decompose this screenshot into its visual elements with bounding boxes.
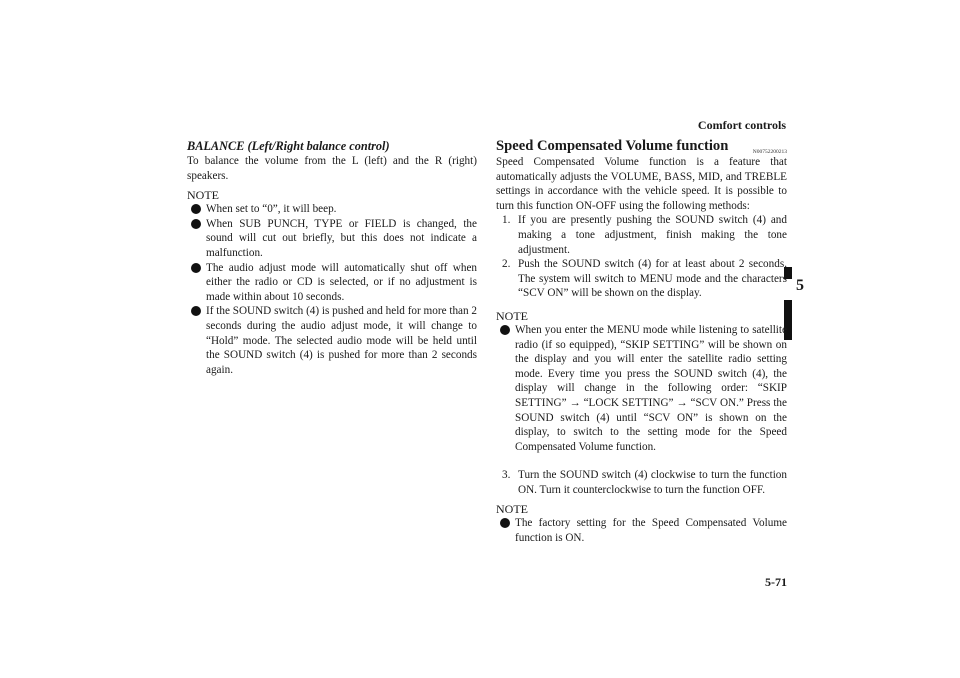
bullet-icon [191,204,201,214]
note-item: When SUB PUNCH, TYPE or FIELD is changed, the sound will cut out briefly, but this does not indicate a malfunction. [187,217,477,261]
scv-heading: Speed Compensated Volume function N00752200213 [496,138,787,155]
balance-intro: To balance the volume from the L (left) and the R (right) speakers. [187,155,477,182]
bullet-icon [500,518,510,528]
scv-intro: Speed Compensated Volume function is a feature that automatically adjusts the VOLUME, BASS, MID, and TREBLE settings in accordance with the vehicle speed. It is possible to turn this function ON-OFF using the following methods: [496,156,787,212]
steps-list-a [496,213,787,301]
note-item: When set to “0”, it will beep. [187,202,477,217]
note-item: The audio adjust mode will automatically shut off when either the radio or CD is selected, or if no adjustment is made within about 10 seconds. [187,261,477,305]
right-column [496,138,787,546]
bullet-icon [500,325,510,335]
bullet-icon [191,306,201,316]
steps-list-b [496,468,787,497]
bullet-icon [191,219,201,229]
chapter-tab-number: 5 [796,277,804,294]
left-column [187,139,477,377]
note-label: NOTE [187,188,219,203]
note-item: The factory setting for the Speed Compensated Volume function is ON. [496,516,787,545]
running-header: Comfort controls [697,118,786,132]
bullet-icon [191,263,201,273]
step-item: 2. Push the SOUND switch (4) for at least about 2 seconds. The system will switch to MENU mode and the characters “SCV ON” will be shown on the display. [502,258,787,300]
note-list [187,202,477,377]
note-item: When you enter the MENU mode while listening to satellite radio (if so equipped), “SKIP SETTING” will be shown on the display and you will enter the satellite radio setting mode. Every time you press the SOUND switch (4), the display will change in the following order: “SKIP SETTING” → “LOCK SETTING” → “SCV ON.” Press the SOUND switch (4) until “SCV ON” is shown on the display, to switch to the setting mode for the Speed Compensated Volume function. [496,323,787,454]
note-item: If the SOUND switch (4) is pushed and held for more than 2 seconds during the audio adjust mode, it will change to “Hold” mode. The selected audio mode will be held until the SOUND switch (4) is pushed for more than 2 seconds again. [187,304,477,377]
step-item: 3. Turn the SOUND switch (4) clockwise to turn the function ON. Turn it counterclockwise to turn the function OFF. [502,469,787,496]
step-item: 1. If you are presently pushing the SOUND switch (4) and making a tone adjustment, finish making the tone adjustment. [502,214,787,256]
note-label: NOTE [496,502,528,517]
note-list [496,323,787,454]
page-number: 5-71 [765,575,787,589]
note-list [496,516,787,545]
note-label: NOTE [496,308,528,323]
section-code: N00752200213 [752,149,787,155]
balance-heading: BALANCE (Left/Right balance control) [187,139,390,153]
